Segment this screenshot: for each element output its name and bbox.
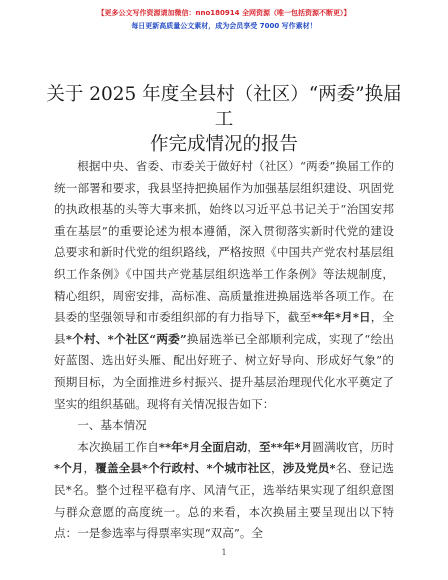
title-line-1: 关于 2025 年度全县村（社区）“两委”换届工	[46, 84, 402, 130]
page-number: 1	[221, 548, 227, 557]
basic-end-bold: 至**年*月	[258, 439, 313, 454]
basic-text-5: ，	[271, 461, 283, 476]
basic-text-3: 圆满收官，历时	[312, 439, 394, 454]
intro-text-1: 根据中央、省委、市委关于做好村（社区）“两委”换届工作的统一部署和要求，我县坚持把换届作为加强基层组织建设、巩固党的执政根基的头等大事来抓，始终以习近平总书记关于“治国安邦重在基层”的重要论述为根本遵循，深入贯彻落实新时代党的建设总要求和新时代党的组织路线，严格按照《中国共产党农村基层组织工作条例》《中国共产党基层组织选举工作条例》等法规制度，精心组织，周密安排，高标准、高质量推进换届选举各项工作。在县委的坚强领导和市委组织部的有力指导下，截至	[54, 159, 394, 325]
basic-members-bold: 涉及党员*	[282, 461, 336, 476]
intro-text-2: ，全县	[54, 310, 394, 346]
basic-start-bold: **年*月全面启动	[158, 439, 248, 454]
basic-situation-paragraph	[54, 437, 394, 545]
intro-text-3: 换届选举已全部顺利完成，实现了“绘出好蓝图、选出好头雁、配出好班子、树立好导向、形成好气象”的预期目标，为全面推进乡村振兴、提升基层治理现代化水平奠定了坚实的组织基础。现将有关情况报告如下：	[54, 331, 394, 411]
intro-date-bold: **年*月*日	[311, 310, 371, 325]
banner-subtitle-line: 每日更新高质量公文素材，成为会员享受 7000 写作素材！	[131, 22, 317, 30]
basic-duration-bold: *个月	[54, 461, 84, 476]
banner-promo-line: 【更多公文写作资源请加微信：nno180914 全网资源（唯一包括资源不断更）】	[97, 9, 351, 17]
header-banner	[0, 8, 448, 31]
basic-text-2: ，	[247, 439, 259, 454]
section-heading-basic-situation: 一、基本情况	[77, 418, 147, 433]
basic-coverage-bold: 覆盖全县*个行政村、*个城市社区	[95, 461, 272, 476]
basic-text-1: 本次换届工作自	[77, 439, 159, 454]
intro-count-bold: *个村、*个社区“两委”	[65, 331, 187, 346]
intro-paragraph	[54, 156, 394, 415]
title-line-2: 作完成情况的报告	[149, 134, 298, 155]
basic-text-6: 名、登记选民*名。整个过程平稳有序、风清气正，选举结果实现了组织意图与群众意愿的高度统一。总的来看，本次换届主要呈现出以下特点：一是参选率与得票率实现“双高”。全	[54, 461, 394, 541]
document-title	[40, 82, 408, 157]
document-body	[54, 156, 394, 545]
basic-text-4: ，	[83, 461, 96, 476]
